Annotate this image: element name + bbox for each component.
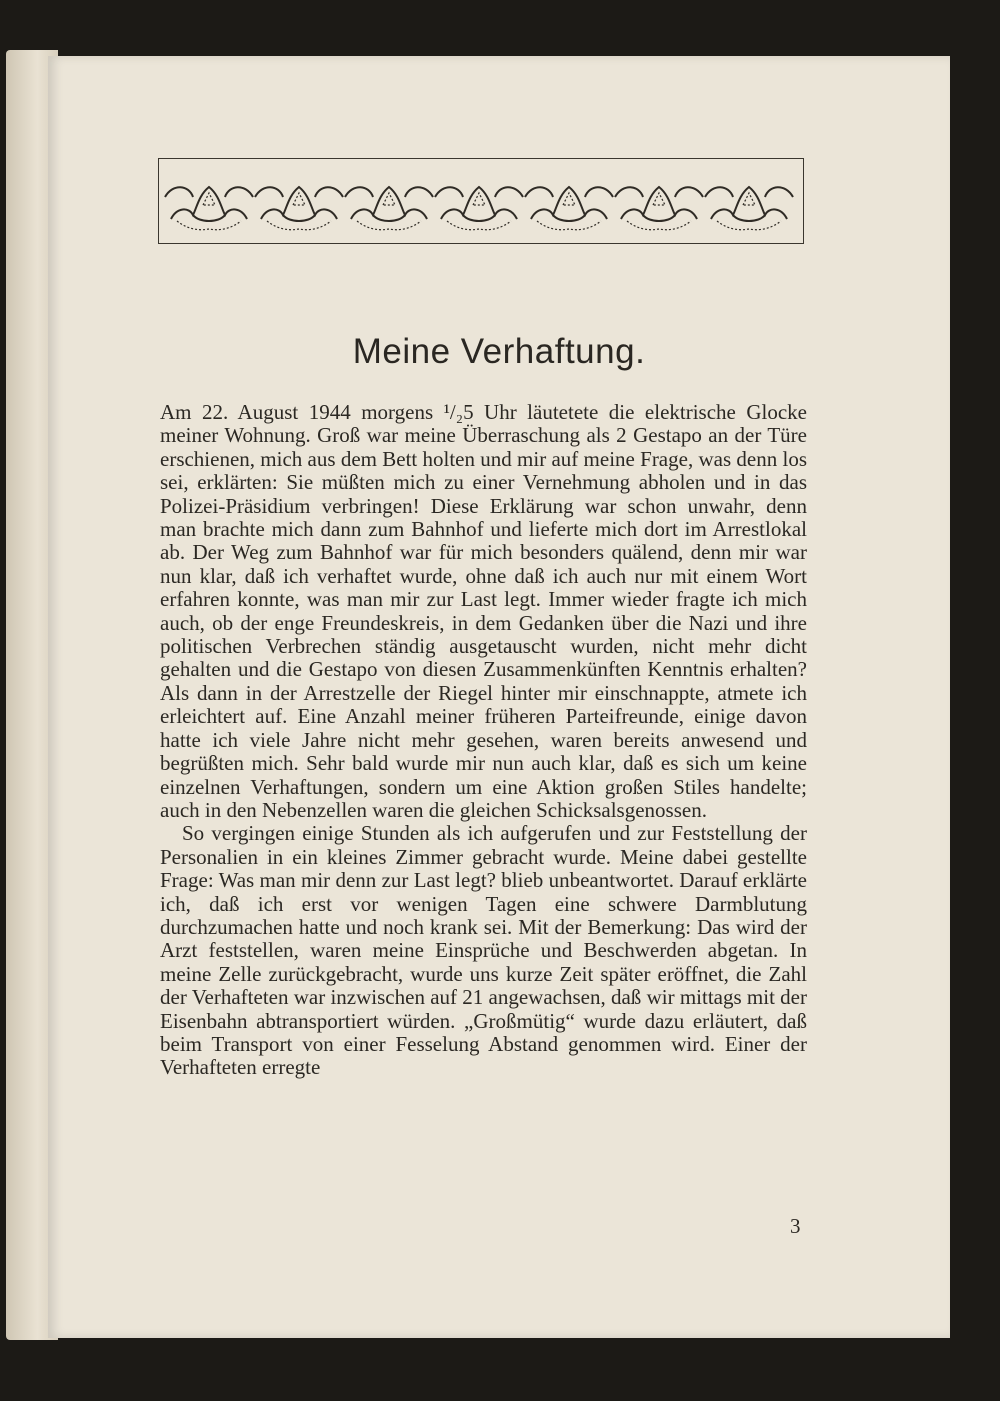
page-number: 3 (790, 1214, 801, 1238)
chapter-title: Meine Verhaftung. (352, 332, 646, 371)
body-text (160, 401, 807, 1080)
paragraph-1: Am 22. August 1944 morgens ¹/₂5 Uhr läutetete die elektrische Glocke meiner Wohnung. Groß war meine Überraschung als 2 Gestapo an der Türe erschienen, mich aus dem Bett holten und mir auf meine Frage, was denn los sei, erklärten: Sie müßten mich zu einer Vernehmung abholen und in das Polizei-Präsidium verbringen! Diese Erklärung war schon unwahr, denn man brachte mich dann zum Bahnhof und lieferte mich dort im Arrestlokal ab. Der Weg zum Bahnhof war für mich besonders quälend, denn mir war nun klar, daß ich verhaftet wurde, ohne daß ich auch nur mit einem Wort erfahren konnte, was man mir zur Last legt. Immer wieder fragte ich mich auch, ob der enge Freundeskreis, in dem Gedanken über die Nazi und ihre politischen Verbrechen ständig ausgetauscht wurden, nicht mehr dicht gehalten und die Gestapo von diesen Zusammenkünften Kenntnis erhalten? Als dann in der Arrestzelle der Riegel hinter mir einschnappte, atmete ich erleichtert auf. Eine Anzahl meiner früheren Parteifreunde, einige davon hatte ich viele Jahre nicht mehr gesehen, waren bereits anwesend und begrüßten mich. Sehr bald wurde mir nun auch klar, daß es sich um keine einzelnen Verhaftungen, sondern um eine Aktion großen Stiles handelte; auch in den Nebenzellen waren die gleichen Schicksalsgenossen. (160, 400, 807, 822)
lotus-frieze-icon (163, 163, 799, 239)
decorative-border-ornament (158, 158, 804, 244)
book-page (48, 56, 950, 1338)
paragraph-2: So vergingen einige Stunden als ich aufgerufen und zur Feststellung der Personalien in ein kleines Zimmer gebracht wurde. Meine dabei gestellte Frage: Was man mir denn zur Last legt? blieb unbeantwortet. Darauf erklärte ich, daß ich erst vor wenigen Tagen eine schwere Darmblutung durchzumachen hatte und noch krank sei. Mit der Bemerkung: Das wird der Arzt feststellen, waren meine Einsprüche und Beschwerden abgetan. In meine Zelle zurückgebracht, wurde uns kurze Zeit später eröffnet, die Zahl der Verhafteten war inzwischen auf 21 angewachsen, daß wir mittags mit der Eisenbahn abtransportiert würden. „Großmütig“ wurde dazu erläutert, daß beim Transport von einer Fesselung Abstand genommen wird. Einer der Verhafteten erregte (160, 821, 807, 1080)
